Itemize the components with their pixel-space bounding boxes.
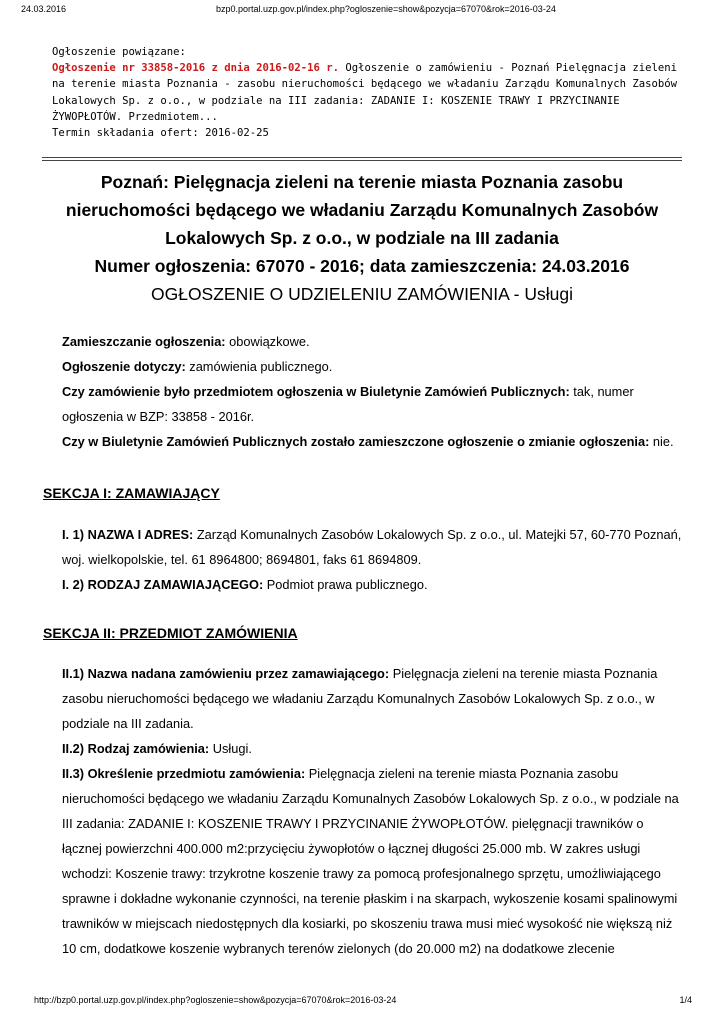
field-row [62,379,684,429]
field-value: tak, numer ogłoszenia w BZP: 33858 - 2016r. [62,384,634,424]
page-title [42,168,682,308]
title-number: Numer ogłoszenia: 67070 - 2016; data zamieszczenia: 24.03.2016 [94,256,630,276]
section-item [62,522,684,572]
section-item [62,572,684,597]
item-label: II.1) Nazwa nadana zamówieniu przez zamawiającego: [62,666,390,681]
section2-body [62,661,684,961]
page-number: 1/4 [679,995,692,1005]
section-item [62,661,684,736]
field-row [62,329,684,354]
title-main: Poznań: Pielęgnacja zieleni na terenie miasta Poznania zasobu nieruchomości będącego we władaniu Zarządu Komunalnych Zasobów Lokalowych Sp. z o.o., w podziale na III zadania [65,172,659,248]
related-notice [52,44,692,141]
field-value: nie. [649,434,674,449]
footer-url: http://bzp0.portal.uzp.gov.pl/index.php?ogloszenie=show&pozycja=67070&rok=2016-03-24 [34,995,397,1005]
related-body [52,60,692,125]
field-row [62,354,684,379]
item-value: Usługi. [209,741,252,756]
field-label: Ogłoszenie dotyczy: [62,359,186,374]
related-deadline: Termin składania ofert: 2016-02-25 [52,127,269,140]
section2-heading: SEKCJA II: PRZEDMIOT ZAMÓWIENIA [43,625,298,641]
related-link[interactable]: Ogłoszenie nr 33858-2016 z dnia 2016-02-16 r. [52,62,340,75]
item-value: Pielęgnacja zieleni na terenie miasta Poznania zasobu nieruchomości będącego we władaniu Zarządu Komunalnych Zasobów Lokalowych Sp. z o.o., w podziale na III zadania. [62,666,658,731]
related-label: Ogłoszenie powiązane: [52,46,186,58]
item-value: Podmiot prawa publicznego. [263,577,428,592]
field-label: Czy w Biuletynie Zamówień Publicznych zostało zamieszczone ogłoszenie o zmianie ogłoszenia: [62,434,650,449]
field-row [62,429,684,454]
item-value: Zarząd Komunalnych Zasobów Lokalowych Sp. z o.o., ul. Matejki 57, 60-770 Poznań, woj. wielkopolskie, tel. 61 8964800; 8694801, faks 61 8694809. [62,527,682,567]
section1-heading: SEKCJA I: ZAMAWIAJĄCY [43,485,220,501]
item-label: I. 2) RODZAJ ZAMAWIAJĄCEGO: [62,577,264,592]
field-value: obowiązkowe. [225,334,310,349]
title-type: OGŁOSZENIE O UDZIELENIU ZAMÓWIENIA - Usługi [150,284,573,304]
field-value: zamówienia publicznego. [185,359,333,374]
print-date: 24.03.2016 [21,4,67,14]
section1-body [62,522,684,597]
print-url: bzp0.portal.uzp.gov.pl/index.php?ogloszenie=show&pozycja=67070&rok=2016-03-24 [216,4,556,14]
item-label: II.2) Rodzaj zamówienia: [62,741,210,756]
field-label: Czy zamówienie było przedmiotem ogłoszenia w Biuletynie Zamówień Publicznych: [62,384,570,399]
section-item [62,736,684,761]
section-item [62,761,684,961]
horizontal-rule [42,157,682,161]
item-value: Pielęgnacja zieleni na terenie miasta Poznania zasobu nieruchomości będącego we władaniu Zarządu Komunalnych Zasobów Lokalowych Sp. z o.o., w podziale na III zadania: ZADANIE I: KOSZENIE TRAWY I PRZYCINANIE ŻYWOPŁOTÓW. pielęgnacji trawników o łącznej powierzchni 400.000 m2:przycięciu żywopłotów o łącznej długości 25.000 mb. W zakres usługi wchodzi: Koszenie trawy: trzykrotne koszenie trawy za pomocą profesjonalnego sprzętu, umożliwiającego sprawne i dokładne wykonanie czynności, na terenie płaskim i na skarpach, wykoszenie kosami spalinowymi trawników w miejscach niedostępnych dla kosiarki, po skoszeniu trawa musi mieć wysokość nie większą niż 10 cm, dodatkowe koszenie wybranych terenów zielonych (do 20.000 m2) na dodatkowe zlecenie [62,766,679,956]
item-label: II.3) Określenie przedmiotu zamówienia: [62,766,306,781]
notice-fields [62,329,684,454]
item-label: I. 1) NAZWA I ADRES: [62,527,194,542]
field-label: Zamieszczanie ogłoszenia: [62,334,226,349]
related-text: Ogłoszenie o zamówieniu - Poznań Pielęgnacja zieleni na terenie miasta Poznania - zasobu nieruchomości będącego we władaniu Zarządu Komunalnych Zasobów Lokalowych Sp. z o.o., w podziale na III zadania: ZADANIE I: KOSZENIE TRAWY I PRZYCINANIE ŻYWOPŁOTÓW. Przedmiotem... [52,62,678,123]
